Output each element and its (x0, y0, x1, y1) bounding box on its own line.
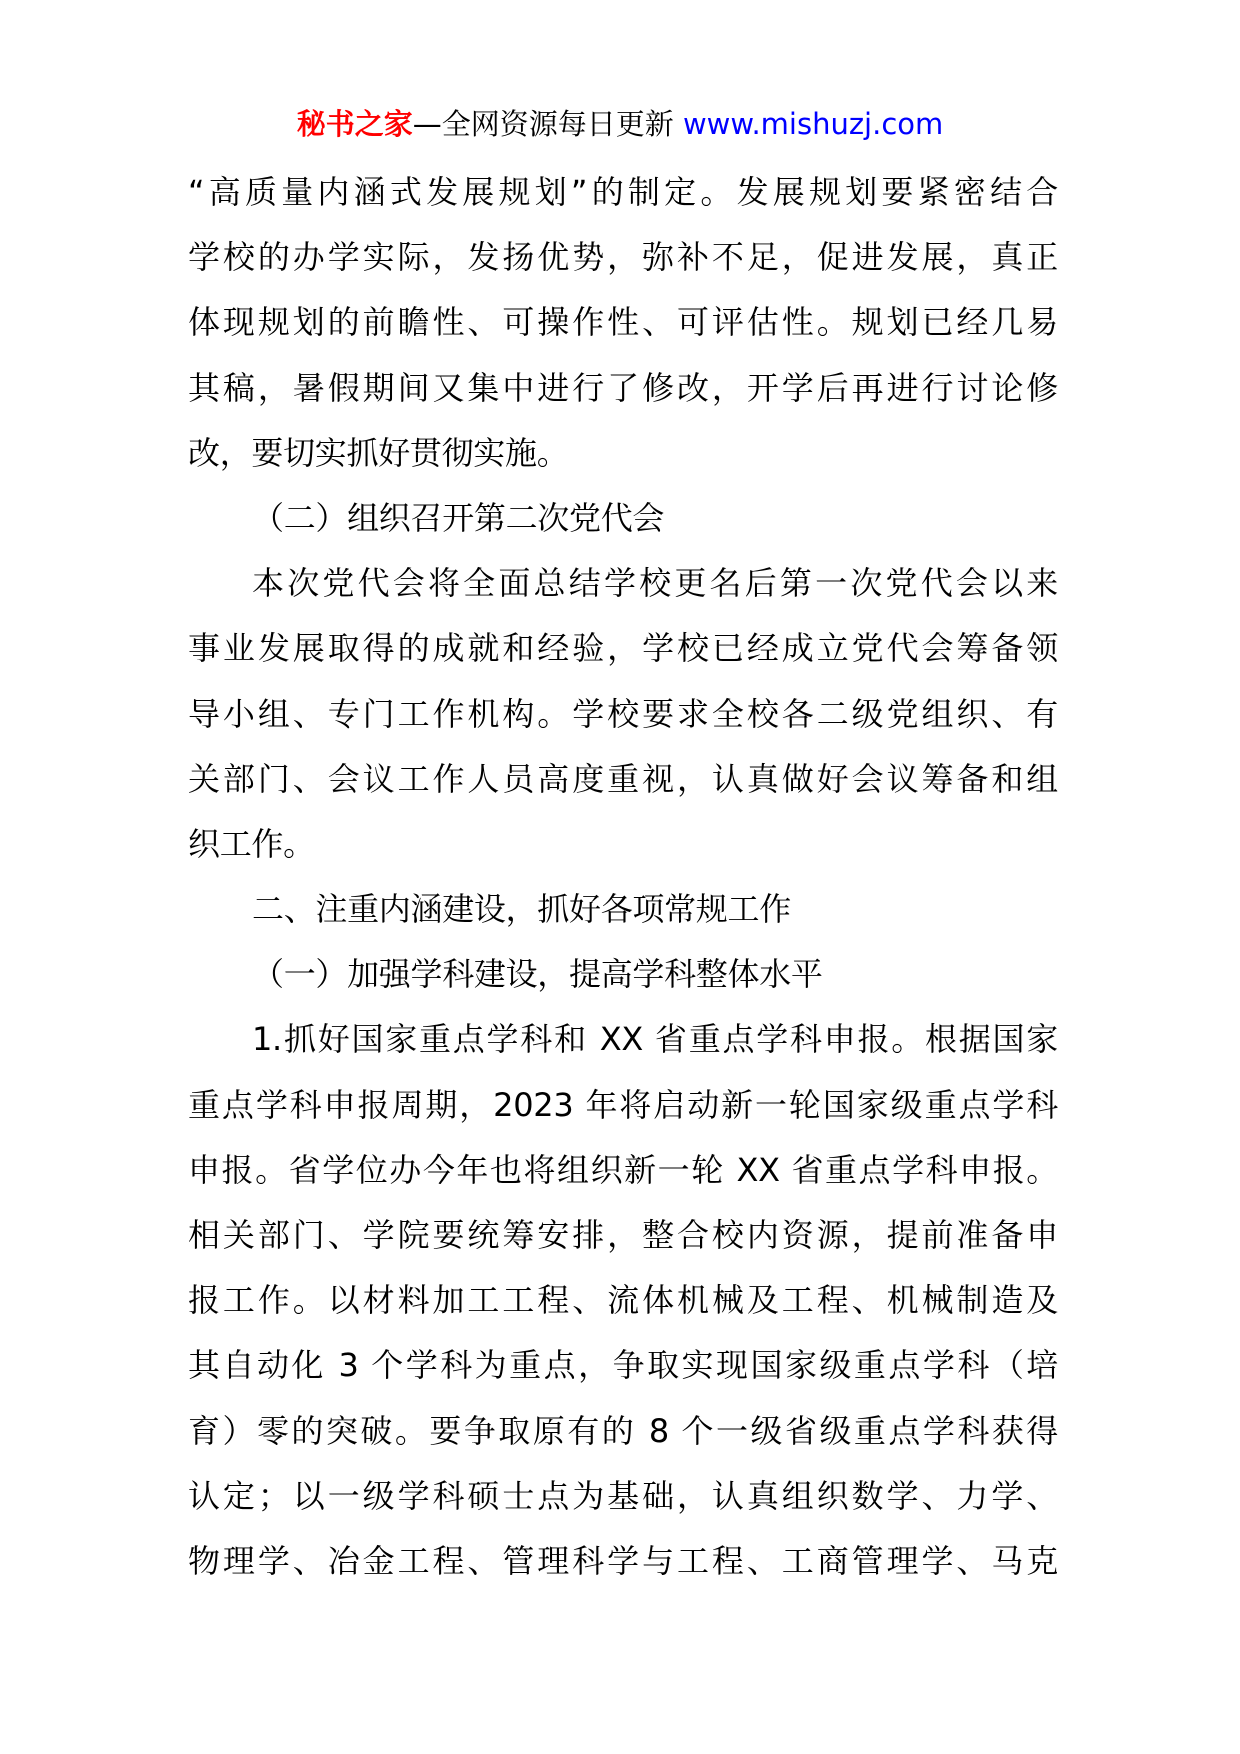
site-brand: 秘书之家 (296, 107, 413, 141)
text-line: 1.抓好国家重点学科和 XX 省重点学科申报。根据国家 (252, 1020, 1058, 1059)
section-heading: 二、注重内涵建设，抓好各项常规工作 (252, 890, 791, 929)
text-line: 认定；以一级学科硕士点为基础，认真组织数学、力学、 (188, 1476, 1058, 1515)
text-line: 体现规划的前瞻性、可操作性、可评估性。规划已经几易 (188, 303, 1058, 342)
section-heading: （一）加强学科建设，提高学科整体水平 (252, 955, 823, 994)
text-line: 其稿，暑假期间又集中进行了修改，开学后再进行讨论修 (188, 368, 1058, 407)
text-line: “高质量内涵式发展规划”的制定。发展规划要紧密结合 (188, 173, 1058, 211)
text-line: 相关部门、学院要统筹安排，整合校内资源，提前准备申 (188, 1216, 1058, 1254)
text-line: 申报。省学位办今年也将组织新一轮 XX 省重点学科申报。 (188, 1150, 1058, 1189)
site-url-link[interactable]: www.mishuzj.com (682, 107, 944, 141)
document-body (188, 168, 1058, 1602)
text-line: 改，要切实抓好贯彻实施。 (188, 433, 569, 472)
site-header (0, 100, 1240, 148)
text-line: 育）零的突破。要争取原有的 8 个一级省级重点学科获得 (188, 1411, 1058, 1450)
text-line: 织工作。 (188, 824, 315, 863)
text-line: 导小组、专门工作机构。学校要求全校各二级党组织、有 (188, 694, 1058, 733)
text-line: 其自动化 3 个学科为重点，争取实现国家级重点学科（培 (188, 1346, 1058, 1385)
text-line: 物理学、冶金工程、管理科学与工程、工商管理学、马克 (188, 1541, 1058, 1580)
text-line: 学校的办学实际，发扬优势，弥补不足，促进发展，真正 (188, 238, 1058, 277)
section-heading: （二）组织召开第二次党代会 (252, 498, 665, 537)
text-line: 事业发展取得的成就和经验，学校已经成立党代会筹备领 (188, 629, 1058, 668)
site-tagline: —全网资源每日更新 (412, 107, 683, 141)
text-line: 本次党代会将全面总结学校更名后第一次党代会以来 (252, 564, 1058, 603)
text-line: 重点学科申报周期，2023 年将启动新一轮国家级重点学科 (188, 1085, 1058, 1124)
text-line: 报工作。以材料加工工程、流体机械及工程、机械制造及 (188, 1281, 1058, 1320)
text-line: 关部门、会议工作人员高度重视，认真做好会议筹备和组 (188, 759, 1058, 798)
